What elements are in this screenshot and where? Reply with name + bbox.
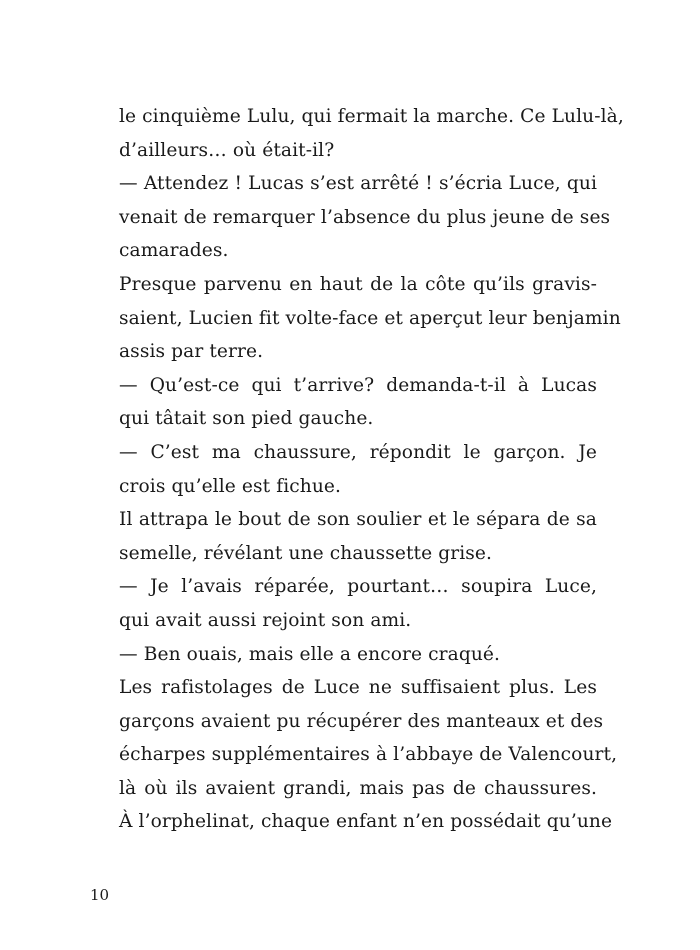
text-line: camarades. <box>119 240 229 262</box>
text-line: crois qu’elle est fichue. <box>119 475 342 497</box>
text-line: qui avait aussi rejoint son ami. <box>119 609 412 631</box>
paragraph <box>119 369 597 436</box>
text-line: écharpes supplémentaires à l’abbaye de Valencourt, <box>119 744 618 766</box>
page-number: 10 <box>90 886 110 904</box>
paragraph <box>119 503 597 570</box>
text-line: — C’est ma chaussure, répondit le garçon. Je <box>119 441 597 463</box>
text-line: semelle, révélant une chaussette grise. <box>119 542 493 564</box>
paragraph <box>119 570 597 637</box>
text-line: — Attendez ! Lucas s’est arrêté ! s’écria Luce, qui <box>119 173 597 195</box>
text-line: garçons avaient pu récupérer des manteaux et des <box>119 710 604 732</box>
text-line: le cinquième Lulu, qui fermait la marche. Ce Lulu-là, <box>119 106 624 127</box>
text-line: venait de remarquer l’absence du plus jeune de ses <box>119 206 611 228</box>
text-line: d’ailleurs… où était-il? <box>119 139 335 161</box>
text-line: là où ils avaient grandi, mais pas de chaussures. <box>119 777 597 799</box>
paragraph <box>119 268 621 369</box>
text-line: saient, Lucien fit volte-face et aperçut leur benjamin <box>119 307 621 329</box>
text-line: — Qu’est-ce qui t’arrive? demanda-t-il à Lucas <box>119 374 597 396</box>
text-line: — Je l’avais réparée, pourtant… soupira Luce, <box>119 576 597 598</box>
text-line: assis par terre. <box>119 341 264 363</box>
paragraph <box>119 100 624 167</box>
text-line: Presque parvenu en haut de la côte qu’ils gravis- <box>119 273 597 295</box>
paragraph <box>119 638 597 672</box>
text-line: Il attrapa le bout de son soulier et le sépara de sa <box>119 509 597 531</box>
paragraph <box>119 671 618 839</box>
text-line: Les rafistolages de Luce ne suffisaient plus. Les <box>119 677 597 699</box>
paragraph <box>119 436 597 503</box>
paragraph <box>119 167 611 268</box>
body-text <box>119 100 624 839</box>
text-line: À l’orphelinat, chaque enfant n’en possédait qu’une <box>119 811 613 833</box>
text-line: qui tâtait son pied gauche. <box>119 408 374 430</box>
text-line: — Ben ouais, mais elle a encore craqué. <box>119 643 501 665</box>
